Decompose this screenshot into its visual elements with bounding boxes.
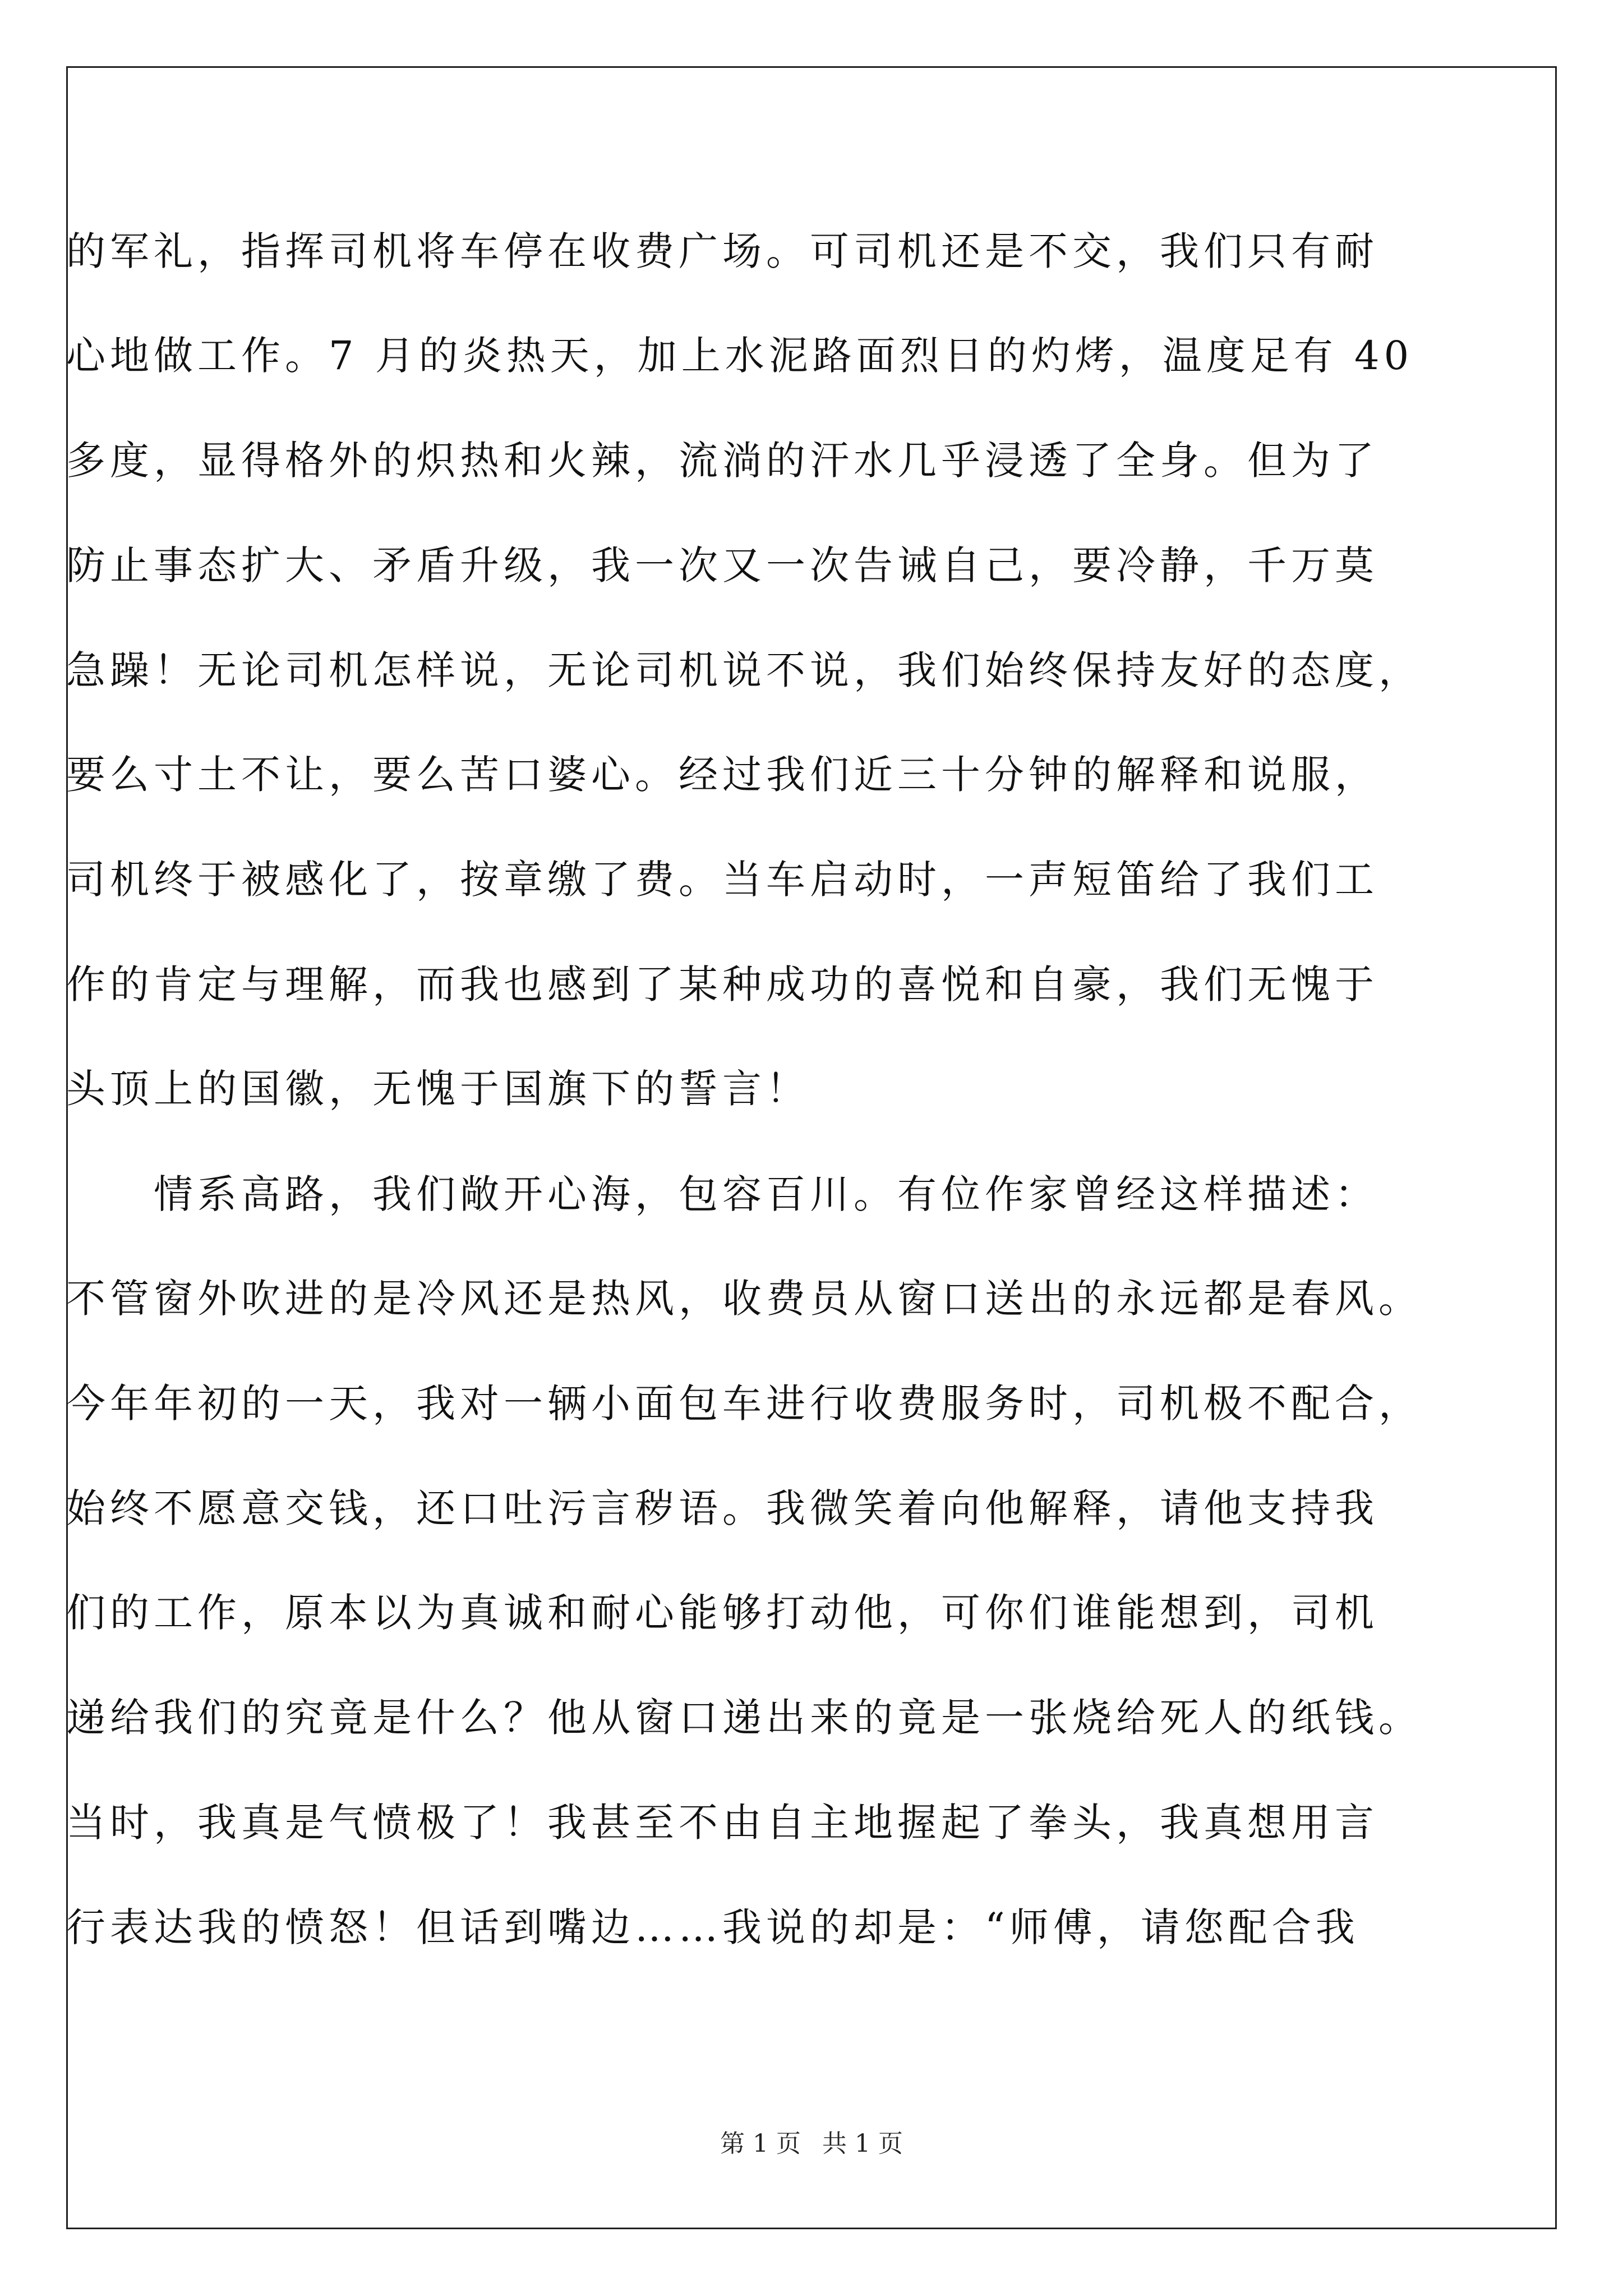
text-line: 始终不愿意交钱，还口吐污言秽语。我微笑着向他解释，请他支持我 xyxy=(66,1485,1378,1531)
text-line: 要么寸土不让，要么苦口婆心。经过我们近三十分钟的解释和说服， xyxy=(66,752,1378,798)
text-line: 们的工作，原本以为真诚和耐心能够打动他，可你们谁能想到，司机 xyxy=(66,1590,1378,1636)
text-line: 司机终于被感化了，按章缴了费。当车启动时，一声短笛给了我们工 xyxy=(66,857,1378,903)
page-total: 共 1 页 xyxy=(822,2129,903,2158)
text-line: 今年年初的一天，我对一辆小面包车进行收费服务时，司机极不配合， xyxy=(66,1381,1422,1427)
page-footer xyxy=(0,2127,1623,2161)
text-line: 行表达我的愤怒！但话到嘴边……我说的却是：“师傅，请您配合我 xyxy=(66,1904,1359,1950)
text-line: 作的肯定与理解，而我也感到了某种成功的喜悦和自豪，我们无愧于 xyxy=(66,961,1378,1007)
text-line: 多度，显得格外的炽热和火辣，流淌的汗水几乎浸透了全身。但为了 xyxy=(66,438,1378,484)
text-line: 递给我们的究竟是什么？他从窗口递出来的竟是一张烧给死人的纸钱。 xyxy=(66,1695,1422,1741)
page-number: 第 1 页 xyxy=(720,2129,801,2158)
text-line: 当时，我真是气愤极了！我甚至不由自主地握起了拳头，我真想用言 xyxy=(66,1800,1378,1846)
text-line: 的军礼，指挥司机将车停在收费广场。可司机还是不交，我们只有耐 xyxy=(66,228,1378,274)
text-line: 情系高路，我们敞开心海，包容百川。有位作家曾经这样描述： xyxy=(66,1171,1378,1217)
text-line: 头顶上的国徽，无愧于国旗下的誓言！ xyxy=(66,1066,810,1112)
text-line: 心地做工作。7 月的炎热天，加上水泥路面烈日的灼烤，温度足有 40 xyxy=(66,333,1414,379)
text-line: 防止事态扩大、矛盾升级，我一次又一次告诫自己，要冷静，千万莫 xyxy=(66,542,1378,588)
text-line: 急躁！无论司机怎样说，无论司机说不说，我们始终保持友好的态度， xyxy=(66,647,1422,693)
text-line: 不管窗外吹进的是冷风还是热风，收费员从窗口送出的永远都是春风。 xyxy=(66,1276,1422,1322)
